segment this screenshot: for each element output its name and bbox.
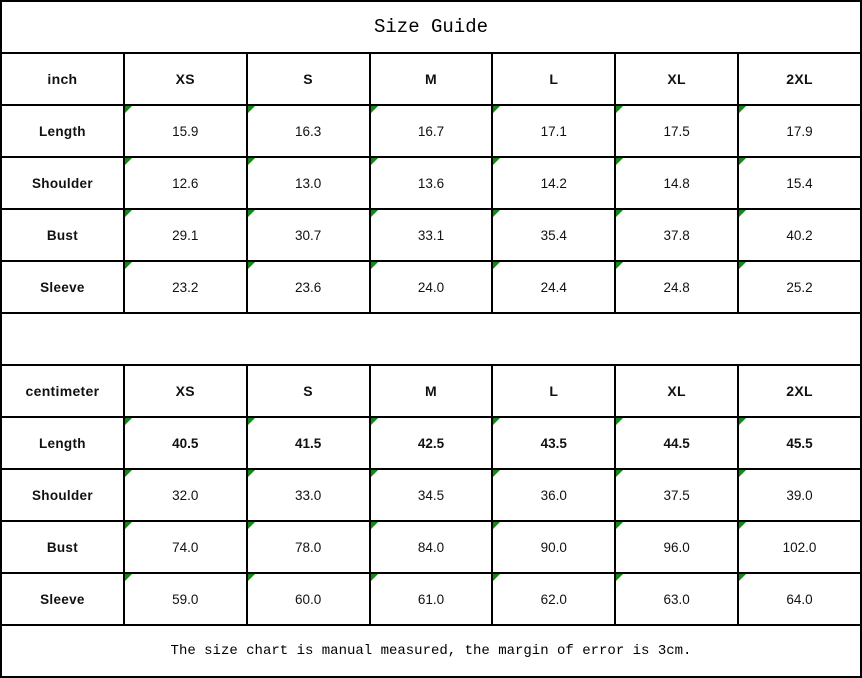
size-col-header-m: M [370, 365, 493, 417]
measurement-cell [247, 417, 370, 469]
measurement-cell [738, 417, 861, 469]
size-col-header-s: S [247, 53, 370, 105]
corner-flag-icon [371, 262, 378, 269]
footer-row [1, 625, 861, 677]
corner-flag-icon [493, 522, 500, 529]
table-row-cm-sleeve [1, 573, 861, 625]
table-row-inch-sleeve [1, 261, 861, 313]
corner-flag-icon [371, 470, 378, 477]
measurement-cell [124, 261, 247, 313]
cell-value: 64.0 [786, 591, 813, 607]
measurement-cell [615, 209, 738, 261]
measurement-cell [738, 573, 861, 625]
row-label: Shoulder [1, 157, 124, 209]
cell-value: 41.5 [294, 435, 322, 451]
cell-value: 84.0 [417, 539, 445, 555]
cell-value: 17.1 [540, 123, 567, 139]
corner-flag-icon [493, 262, 500, 269]
measurement-cell [247, 521, 370, 573]
cell-value: 74.0 [172, 539, 199, 555]
size-col-header-2xl: 2XL [738, 53, 861, 105]
corner-flag-icon [125, 574, 132, 581]
cell-value: 33.1 [417, 227, 445, 243]
cell-value: 45.5 [786, 435, 813, 451]
table-row-inch-length [1, 105, 861, 157]
corner-flag-icon [125, 106, 132, 113]
corner-flag-icon [248, 522, 255, 529]
corner-flag-icon [616, 210, 623, 217]
measurement-cell [492, 261, 615, 313]
corner-flag-icon [493, 574, 500, 581]
measurement-cell [738, 157, 861, 209]
cell-value: 16.3 [294, 123, 322, 139]
measurement-cell [615, 417, 738, 469]
corner-flag-icon [248, 210, 255, 217]
size-col-header-l: L [492, 365, 615, 417]
cell-value: 23.2 [172, 279, 199, 295]
measurement-cell [247, 105, 370, 157]
cell-value: 13.6 [417, 175, 445, 191]
cell-value: 13.0 [294, 175, 322, 191]
corner-flag-icon [739, 574, 746, 581]
cell-value: 17.9 [786, 123, 813, 139]
measurement-cell [615, 573, 738, 625]
cell-value: 29.1 [172, 227, 199, 243]
corner-flag-icon [616, 262, 623, 269]
corner-flag-icon [248, 158, 255, 165]
unit-label-centimeter: centimeter [1, 365, 124, 417]
corner-flag-icon [616, 418, 623, 425]
measurement-cell [370, 573, 493, 625]
corner-flag-icon [616, 522, 623, 529]
title-row [1, 1, 861, 53]
measurement-cell [370, 469, 493, 521]
corner-flag-icon [739, 262, 746, 269]
measurement-cell [492, 209, 615, 261]
cell-value: 35.4 [540, 227, 567, 243]
measurement-cell [738, 261, 861, 313]
measurement-cell [615, 105, 738, 157]
spacer-row [1, 313, 861, 365]
measurement-cell [124, 105, 247, 157]
corner-flag-icon [125, 418, 132, 425]
corner-flag-icon [739, 522, 746, 529]
cell-value: 43.5 [540, 435, 567, 451]
corner-flag-icon [739, 470, 746, 477]
corner-flag-icon [739, 418, 746, 425]
cell-value: 63.0 [663, 591, 690, 607]
cell-value: 102.0 [782, 539, 817, 555]
cell-value: 39.0 [786, 487, 813, 503]
corner-flag-icon [248, 106, 255, 113]
corner-flag-icon [371, 574, 378, 581]
cell-value: 60.0 [294, 591, 322, 607]
measurement-cell [492, 417, 615, 469]
page-title: Size Guide [1, 1, 861, 53]
cell-value: 96.0 [663, 539, 690, 555]
inch-header-row [1, 53, 861, 105]
cell-value: 17.5 [663, 123, 690, 139]
measurement-cell [124, 417, 247, 469]
cm-header-row [1, 365, 861, 417]
cell-value: 24.4 [540, 279, 567, 295]
corner-flag-icon [371, 418, 378, 425]
measurement-cell [615, 469, 738, 521]
measurement-cell [492, 105, 615, 157]
corner-flag-icon [739, 106, 746, 113]
size-col-header-2xl: 2XL [738, 365, 861, 417]
measurement-cell [492, 573, 615, 625]
row-label: Sleeve [1, 261, 124, 313]
cell-value: 42.5 [417, 435, 445, 451]
cell-value: 40.5 [172, 435, 199, 451]
cell-value: 62.0 [540, 591, 567, 607]
measurement-cell [370, 417, 493, 469]
cell-value: 34.5 [417, 487, 445, 503]
footer-note: The size chart is manual measured, the margin of error is 3cm. [1, 625, 861, 677]
measurement-cell [615, 157, 738, 209]
row-label: Sleeve [1, 573, 124, 625]
corner-flag-icon [125, 262, 132, 269]
cell-value: 40.2 [786, 227, 813, 243]
table-row-cm-length [1, 417, 861, 469]
size-col-header-xl: XL [615, 365, 738, 417]
measurement-cell [615, 261, 738, 313]
measurement-cell [124, 209, 247, 261]
corner-flag-icon [248, 574, 255, 581]
corner-flag-icon [248, 470, 255, 477]
measurement-cell [247, 209, 370, 261]
corner-flag-icon [371, 106, 378, 113]
row-label: Length [1, 417, 124, 469]
cell-value: 37.8 [663, 227, 690, 243]
cell-value: 37.5 [663, 487, 690, 503]
cell-value: 25.2 [786, 279, 813, 295]
cell-value: 36.0 [540, 487, 567, 503]
corner-flag-icon [248, 418, 255, 425]
cell-value: 90.0 [540, 539, 567, 555]
corner-flag-icon [616, 106, 623, 113]
measurement-cell [492, 469, 615, 521]
measurement-cell [370, 105, 493, 157]
cell-value: 12.6 [172, 175, 199, 191]
corner-flag-icon [616, 158, 623, 165]
measurement-cell [738, 469, 861, 521]
measurement-cell [124, 469, 247, 521]
row-label: Shoulder [1, 469, 124, 521]
size-col-header-s: S [247, 365, 370, 417]
cell-value: 59.0 [172, 591, 199, 607]
cell-value: 14.8 [663, 175, 690, 191]
measurement-cell [492, 521, 615, 573]
measurement-cell [247, 261, 370, 313]
size-col-header-l: L [492, 53, 615, 105]
cell-value: 44.5 [663, 435, 690, 451]
cell-value: 61.0 [417, 591, 445, 607]
measurement-cell [247, 469, 370, 521]
cell-value: 24.8 [663, 279, 690, 295]
measurement-cell [124, 157, 247, 209]
table-row-cm-shoulder [1, 469, 861, 521]
corner-flag-icon [493, 158, 500, 165]
table-row-inch-bust [1, 209, 861, 261]
table-row-inch-shoulder [1, 157, 861, 209]
corner-flag-icon [739, 210, 746, 217]
corner-flag-icon [616, 574, 623, 581]
corner-flag-icon [371, 210, 378, 217]
size-col-header-m: M [370, 53, 493, 105]
corner-flag-icon [125, 470, 132, 477]
corner-flag-icon [248, 262, 255, 269]
measurement-cell [124, 521, 247, 573]
size-col-header-xl: XL [615, 53, 738, 105]
measurement-cell [247, 573, 370, 625]
corner-flag-icon [371, 158, 378, 165]
corner-flag-icon [493, 418, 500, 425]
row-label: Bust [1, 521, 124, 573]
row-label: Bust [1, 209, 124, 261]
corner-flag-icon [493, 106, 500, 113]
corner-flag-icon [493, 210, 500, 217]
measurement-cell [370, 261, 493, 313]
cell-value: 14.2 [540, 175, 567, 191]
cell-value: 78.0 [294, 539, 322, 555]
row-label: Length [1, 105, 124, 157]
measurement-cell [738, 521, 861, 573]
size-col-header-xs: XS [124, 365, 247, 417]
cell-value: 30.7 [294, 227, 322, 243]
cell-value: 15.4 [786, 175, 813, 191]
measurement-cell [124, 573, 247, 625]
corner-flag-icon [125, 158, 132, 165]
corner-flag-icon [125, 522, 132, 529]
measurement-cell [738, 105, 861, 157]
unit-label-inch: inch [1, 53, 124, 105]
measurement-cell [370, 209, 493, 261]
corner-flag-icon [739, 158, 746, 165]
size-col-header-xs: XS [124, 53, 247, 105]
measurement-cell [492, 157, 615, 209]
cell-value: 24.0 [417, 279, 445, 295]
cell-value: 16.7 [417, 123, 445, 139]
measurement-cell [247, 157, 370, 209]
measurement-cell [370, 157, 493, 209]
spacer-cell [1, 313, 861, 365]
cell-value: 15.9 [172, 123, 199, 139]
corner-flag-icon [125, 210, 132, 217]
corner-flag-icon [616, 470, 623, 477]
measurement-cell [615, 521, 738, 573]
corner-flag-icon [371, 522, 378, 529]
cell-value: 23.6 [294, 279, 322, 295]
corner-flag-icon [493, 470, 500, 477]
measurement-cell [738, 209, 861, 261]
cell-value: 32.0 [172, 487, 199, 503]
table-row-cm-bust [1, 521, 861, 573]
cell-value: 33.0 [294, 487, 322, 503]
measurement-cell [370, 521, 493, 573]
